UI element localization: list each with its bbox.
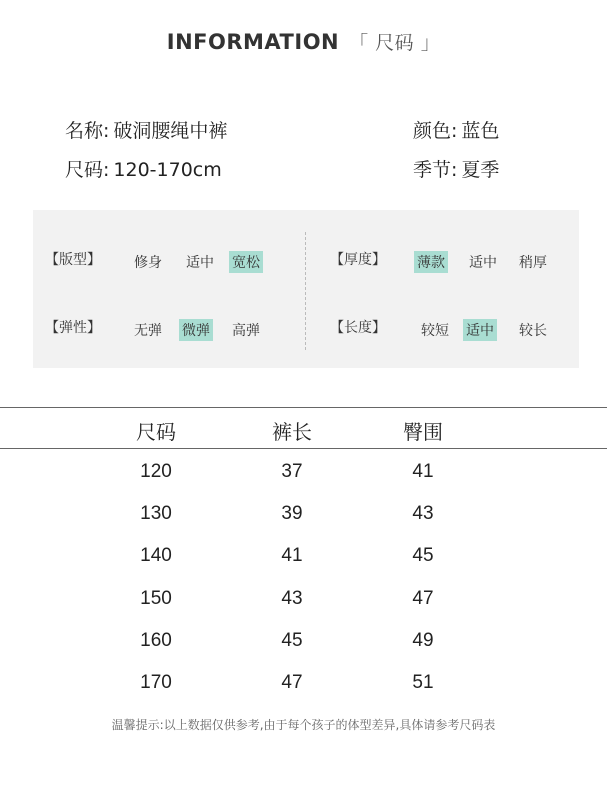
table-header-size: 尺码 <box>136 422 176 444</box>
table-cell: 45 <box>412 545 434 566</box>
table-cell: 39 <box>281 503 303 524</box>
title-chinese: 「 尺码 」 <box>349 32 441 54</box>
product-season <box>413 155 499 182</box>
table-cell: 49 <box>412 630 434 651</box>
table-cell: 41 <box>412 461 434 482</box>
thickness-option: 稍厚 <box>519 255 547 271</box>
table-cell: 51 <box>412 672 434 693</box>
table-header-rule <box>0 448 607 449</box>
footnote: 温馨提示:以上数据仅供参考,由于每个孩子的体型差异,具体请参考尺码表 <box>111 718 496 732</box>
length-option: 较短 <box>421 323 449 339</box>
panel-divider <box>305 232 306 350</box>
length-label: 【长度】 <box>330 320 386 336</box>
product-color <box>413 116 499 143</box>
page-title <box>0 28 607 55</box>
fit-option-selected: 宽松 <box>229 251 263 273</box>
table-cell: 170 <box>140 672 172 693</box>
elasticity-option: 高弹 <box>232 323 260 339</box>
season-label: 季节: <box>413 159 458 181</box>
thickness-option-selected: 薄款 <box>414 251 448 273</box>
product-size-range <box>65 155 222 182</box>
table-cell: 150 <box>140 588 172 609</box>
color-value: 蓝色 <box>461 120 500 142</box>
elasticity-option: 无弹 <box>134 323 162 339</box>
table-cell: 37 <box>281 461 303 482</box>
table-header-length: 裤长 <box>272 422 312 444</box>
table-top-rule <box>0 407 607 408</box>
season-value: 夏季 <box>461 159 500 181</box>
table-cell: 160 <box>140 630 172 651</box>
size-value: 120-170cm <box>113 159 222 181</box>
fit-label: 【版型】 <box>45 252 101 268</box>
size-label: 尺码: <box>65 159 110 181</box>
table-header-hip: 臀围 <box>403 422 443 444</box>
color-label: 颜色: <box>413 120 458 142</box>
elasticity-label: 【弹性】 <box>45 320 101 336</box>
table-cell: 45 <box>281 630 303 651</box>
table-cell: 120 <box>140 461 172 482</box>
attribute-panel <box>33 210 579 368</box>
thickness-label: 【厚度】 <box>330 252 386 268</box>
table-cell: 41 <box>281 545 303 566</box>
table-cell: 47 <box>412 588 434 609</box>
table-cell: 43 <box>412 503 434 524</box>
fit-option: 修身 <box>134 255 162 271</box>
table-cell: 130 <box>140 503 172 524</box>
table-cell: 140 <box>140 545 172 566</box>
product-name <box>65 116 227 143</box>
name-label: 名称: <box>65 120 110 142</box>
length-option: 较长 <box>519 323 547 339</box>
elasticity-option-selected: 微弹 <box>179 319 213 341</box>
title-english: INFORMATION <box>166 30 340 54</box>
table-cell: 43 <box>281 588 303 609</box>
name-value: 破洞腰绳中裤 <box>113 120 228 142</box>
table-cell: 47 <box>281 672 303 693</box>
thickness-option: 适中 <box>469 255 497 271</box>
fit-option: 适中 <box>186 255 214 271</box>
length-option-selected: 适中 <box>463 319 497 341</box>
